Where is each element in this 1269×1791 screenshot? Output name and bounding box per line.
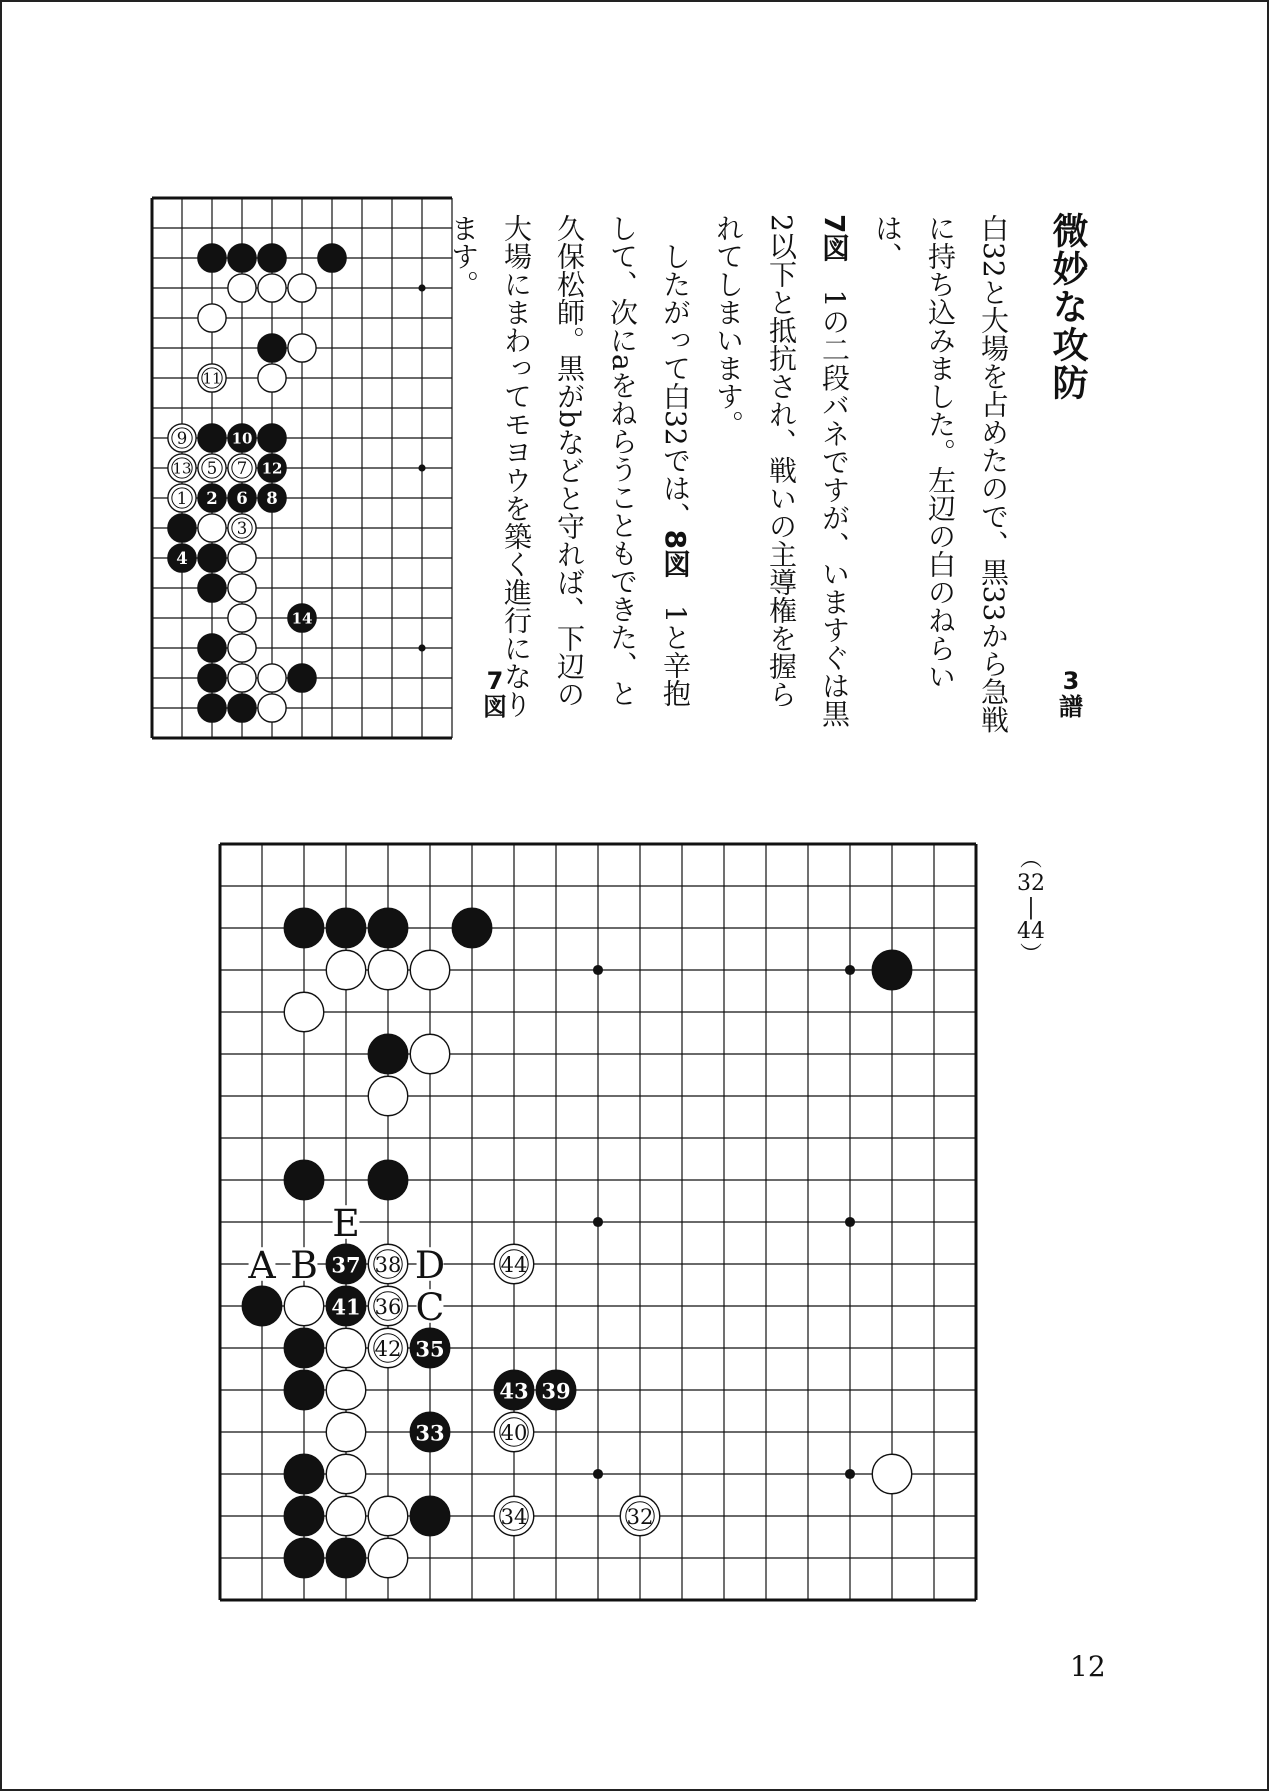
kifu-label-number: 3 — [1062, 667, 1080, 695]
range-open-paren: ︵ — [1019, 847, 1042, 872]
figure-reference: 8図 — [659, 529, 692, 578]
white-stone — [494, 1244, 533, 1283]
paragraph-text: 1の二段バネですが、いますぐは黒2以下と抵抗され、戦いの主導権を握られてしまいます。 — [712, 214, 851, 728]
black-stone — [284, 1328, 323, 1367]
black-stone — [536, 1370, 575, 1409]
white-stone — [368, 1328, 407, 1367]
star-point — [593, 1217, 603, 1227]
white-stone — [326, 1412, 365, 1451]
point-mark — [416, 1285, 445, 1329]
point-mark — [247, 1243, 276, 1287]
white-stone — [228, 274, 256, 302]
move-number: 7 — [236, 459, 248, 479]
move-number: 6 — [236, 489, 248, 509]
star-point — [418, 644, 425, 651]
white-stone — [228, 544, 256, 572]
black-stone — [198, 424, 226, 452]
white-stone — [228, 634, 256, 662]
black-stone — [326, 1538, 365, 1577]
white-stone — [410, 1034, 449, 1073]
move-number: 37 — [331, 1252, 361, 1278]
black-stone — [284, 908, 323, 947]
move-number: 41 — [331, 1294, 361, 1320]
black-stone — [258, 454, 286, 482]
move-number: 8 — [266, 489, 278, 509]
figure-7-label-suffix: 図 — [483, 693, 507, 721]
range-dash: | — [1027, 895, 1035, 920]
black-stone — [318, 244, 346, 272]
move-number: 4 — [176, 549, 188, 569]
move-number: 9 — [176, 429, 188, 449]
white-stone — [284, 1286, 323, 1325]
paragraph-text: したがって白32では、 — [659, 214, 692, 530]
black-stone — [368, 1034, 407, 1073]
white-stone — [198, 364, 226, 392]
black-stone — [258, 244, 286, 272]
commentary-text — [447, 214, 1020, 734]
white-stone — [620, 1496, 659, 1535]
paragraph — [702, 214, 861, 734]
game-record-board — [218, 842, 980, 1604]
black-stone — [228, 244, 256, 272]
black-stone — [368, 908, 407, 947]
star-point — [845, 965, 855, 975]
black-stone — [198, 244, 226, 272]
moves-range — [1014, 848, 1048, 968]
paragraph-text: 1と辛抱して、次にaをねらうこともできた、と久保松師。黒がbなどと守れば、下辺の大場にまわってモヨウを築く進行になります。 — [447, 214, 692, 718]
black-stone — [284, 1538, 323, 1577]
point-mark — [290, 1243, 318, 1287]
black-stone — [258, 484, 286, 512]
kifu-label — [1056, 668, 1086, 720]
page-number: 12 — [1070, 1650, 1106, 1683]
white-stone — [258, 694, 286, 722]
white-stone — [228, 604, 256, 632]
black-stone — [228, 694, 256, 722]
white-stone — [258, 364, 286, 392]
white-stone — [368, 1076, 407, 1115]
white-stone — [228, 574, 256, 602]
white-stone — [368, 1244, 407, 1283]
white-stone — [288, 274, 316, 302]
figure-7-label — [480, 668, 510, 720]
white-stone — [288, 334, 316, 362]
move-number: 36 — [374, 1294, 402, 1319]
black-stone — [288, 604, 316, 632]
range-to: 44 — [1017, 919, 1045, 944]
white-stone — [326, 950, 365, 989]
move-number: 33 — [415, 1420, 445, 1446]
range-close-paren: ︶ — [1019, 943, 1042, 968]
black-stone — [284, 1496, 323, 1535]
move-number: 2 — [206, 489, 218, 509]
move-number: 10 — [231, 429, 253, 448]
move-number: 32 — [626, 1504, 654, 1529]
white-stone — [258, 664, 286, 692]
black-stone — [258, 334, 286, 362]
figure-7-diagram — [150, 196, 480, 741]
paragraph — [861, 214, 1020, 734]
black-stone — [326, 1286, 365, 1325]
black-stone — [410, 1412, 449, 1451]
white-stone — [228, 514, 256, 542]
black-stone — [168, 544, 196, 572]
black-stone — [284, 1160, 323, 1199]
black-stone — [288, 664, 316, 692]
white-stone — [198, 514, 226, 542]
black-stone — [452, 908, 491, 947]
point-mark-letter: D — [414, 1242, 446, 1287]
black-stone — [284, 1454, 323, 1493]
black-stone — [198, 574, 226, 602]
section-title: 微妙な攻防 — [1047, 212, 1088, 402]
range-from: 32 — [1017, 871, 1045, 896]
move-number: 12 — [261, 459, 283, 478]
white-stone — [168, 424, 196, 452]
black-stone — [410, 1328, 449, 1367]
white-stone — [258, 274, 286, 302]
star-point — [418, 284, 425, 291]
point-mark-letter: B — [290, 1242, 318, 1287]
move-number: 44 — [500, 1252, 528, 1277]
black-stone — [326, 1244, 365, 1283]
move-number: 34 — [500, 1504, 528, 1529]
white-stone — [368, 1496, 407, 1535]
white-stone — [410, 950, 449, 989]
black-stone — [228, 484, 256, 512]
figure-7-label-number: 7 — [486, 667, 504, 695]
black-stone — [258, 424, 286, 452]
white-stone — [198, 304, 226, 332]
white-stone — [326, 1454, 365, 1493]
white-stone — [368, 950, 407, 989]
move-number: 43 — [499, 1378, 529, 1404]
star-point — [418, 464, 425, 471]
white-stone — [494, 1412, 533, 1451]
white-stone — [228, 454, 256, 482]
black-stone — [168, 514, 196, 542]
star-point — [593, 1469, 603, 1479]
move-number: 38 — [374, 1252, 402, 1277]
point-mark — [415, 1243, 445, 1287]
white-stone — [326, 1496, 365, 1535]
white-stone — [368, 1538, 407, 1577]
black-stone — [368, 1160, 407, 1199]
black-stone — [228, 424, 256, 452]
white-stone — [326, 1370, 365, 1409]
white-stone — [228, 664, 256, 692]
black-stone — [872, 950, 911, 989]
point-mark-letter: C — [415, 1284, 445, 1329]
point-mark-letter: E — [332, 1200, 360, 1245]
point-mark-letter: A — [248, 1242, 276, 1287]
black-stone — [326, 908, 365, 947]
white-stone — [368, 1286, 407, 1325]
star-point — [845, 1217, 855, 1227]
white-stone — [872, 1454, 911, 1493]
star-point — [845, 1469, 855, 1479]
move-number: 40 — [500, 1420, 528, 1445]
move-number: 5 — [206, 459, 218, 479]
move-number: 3 — [236, 519, 248, 539]
black-stone — [198, 694, 226, 722]
move-number: 42 — [374, 1336, 402, 1361]
move-number: 1 — [176, 489, 188, 509]
move-number: 39 — [541, 1378, 571, 1404]
black-stone — [198, 484, 226, 512]
paragraph-text: 白32と大場を占めたので、黒33から急戦に持ち込みました。左辺の白のねらいは、 — [871, 214, 1010, 734]
black-stone — [494, 1370, 533, 1409]
white-stone — [284, 992, 323, 1031]
black-stone — [198, 634, 226, 662]
white-stone — [198, 454, 226, 482]
move-number: 11 — [202, 369, 222, 388]
move-number: 35 — [415, 1336, 445, 1362]
white-stone — [326, 1328, 365, 1367]
white-stone — [168, 454, 196, 482]
black-stone — [198, 664, 226, 692]
point-mark — [332, 1201, 360, 1245]
black-stone — [242, 1286, 281, 1325]
kifu-label-suffix: 譜 — [1059, 693, 1083, 721]
black-stone — [284, 1370, 323, 1409]
black-stone — [198, 544, 226, 572]
white-stone — [168, 484, 196, 512]
move-number: 13 — [172, 459, 192, 478]
figure-reference: 7図 — [818, 214, 851, 262]
move-number: 14 — [291, 609, 313, 628]
star-point — [593, 965, 603, 975]
white-stone — [494, 1496, 533, 1535]
black-stone — [410, 1496, 449, 1535]
